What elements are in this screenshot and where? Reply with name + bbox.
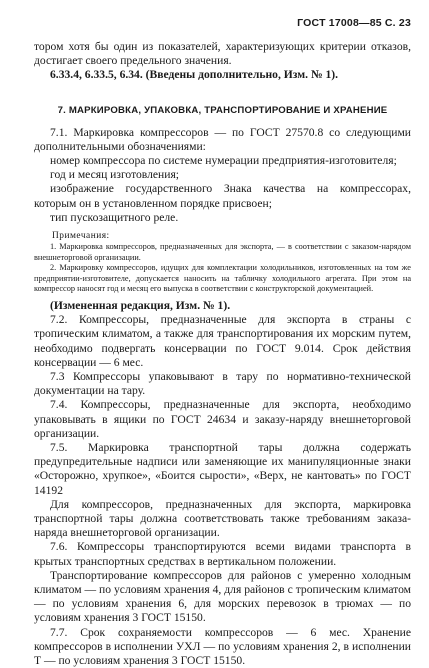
- paragraph-7-1: 7.1. Маркировка компрессоров — по ГОСТ 27570.8 со следующими дополнительными обозначениями:: [34, 125, 411, 153]
- note-2: 2. Маркировку компрессоров, идущих для комплектации холодильников, изготовленных на том же предприятии-изготовителе, допускается наносить на табличку холодильного агрегата. При этом на компрессор наносят год и месяц его выпуска в соответствии с конструкторской документацией.: [34, 263, 411, 294]
- paragraph-7-5: 7.5. Маркировка транспортной тары должна содержать предупредительные надписи или заменяющие их манипуляционные знаки «Осторожно, хрупкое», «Боится сырости», «Верх, не кантовать» по ГОСТ 14192: [34, 441, 411, 497]
- paragraph-7-6-b: Транспортирование компрессоров для районов с умеренно холодным климатом — по условиям хранения 4, для районов с тропическим климатом — по условиям хранения 6, для морских перевозок в трюмах — по условиям хранения 3 ГОСТ 15150.: [34, 568, 411, 625]
- paragraph-7-4: 7.4. Компрессоры, предназначенные для экспорта, необходимо упаковывать в ящики по ГОСТ 24634 и заказу-наряду внешнеторговой организации.: [34, 398, 411, 440]
- notes-title: Примечания:: [52, 231, 110, 242]
- paragraph-7-1-a: номер компрессора по системе нумерации предприятия-изготовителя;: [50, 154, 397, 168]
- page-header: ГОСТ 17008—85 С. 23: [297, 17, 411, 29]
- paragraph-7-1-b: год и месяц изготовления;: [50, 168, 180, 182]
- amendment-text: 6.33.4, 6.33.5, 6.34. (Введены дополнительно, Изм. № 1).: [50, 68, 339, 82]
- paragraph-7-2: 7.2. Компрессоры, предназначенные для экспорта в страны с тропическим климатом, а также для транспортирования их морским путем, необходимо подвергать консервации по ГОСТ 9.014. Срок действия консервации — 6 мес.: [34, 313, 411, 369]
- paragraph-7-5-b: Для компрессоров, предназначенных для экспорта, маркировка транспортной тары должна соответствовать также требованиям заказа-наряда внешнеторговой организации.: [34, 497, 411, 540]
- paragraph-7-7: 7.7. Срок сохраняемости компрессоров — 6 мес. Хранение компрессоров в исполнении УХЛ — по условиям хранения 2, в исполнении Т — по условиям хранения 3 ГОСТ 15150.: [34, 625, 411, 668]
- page-body: [34, 40, 411, 668]
- paragraph-7-1-c: изображение государственного Знака качества на компрессорах, которым он в установленном порядке присвоен;: [34, 182, 411, 210]
- amendment-note: [34, 68, 411, 82]
- note-1: 1. Маркировка компрессоров, предназначенных для экспорта, — в соответствии с заказом-нарядом внешнеторговой организации.: [34, 242, 411, 262]
- paragraph-continuation: тором хотя бы один из показателей, характеризующих критерии отказов, достигает своего предельного значения.: [34, 40, 411, 68]
- paragraph-7-1-d: тип пускозащитного реле.: [50, 210, 179, 224]
- amendment-izm-1: (Измененная редакция, Изм. № 1).: [50, 299, 231, 312]
- section-title: 7. МАРКИРОВКА, УПАКОВКА, ТРАНСПОРТИРОВАНИЕ И ХРАНЕНИЕ: [57, 104, 388, 116]
- paragraph-7-3: 7.3 Компрессоры упаковывают в тару по нормативно-технической документации на тару.: [34, 370, 411, 398]
- paragraph-7-6: 7.6. Компрессоры транспортируются всеми видами транспорта в крытых транспортных средствах в вертикальном положении.: [34, 540, 411, 568]
